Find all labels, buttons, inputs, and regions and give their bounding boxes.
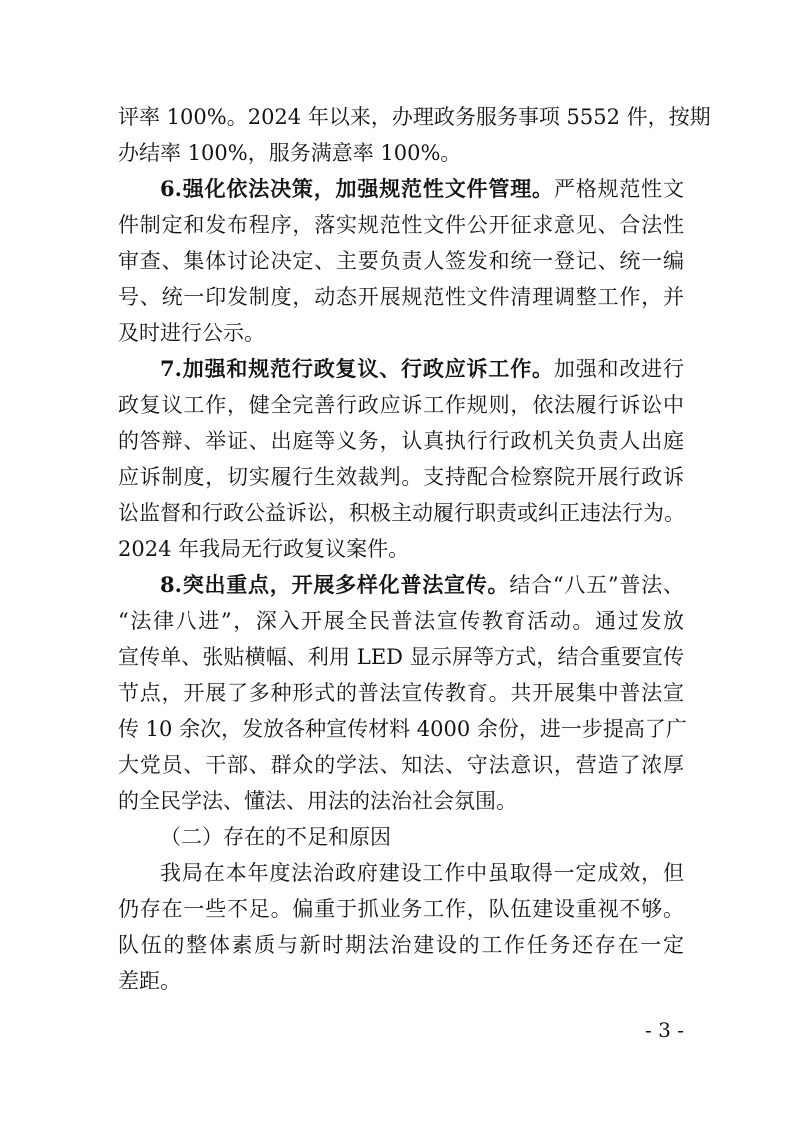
text-line: 及时进行公示。 <box>118 321 265 345</box>
text-line: 队伍的整体素质与新时期法治建设的工作任务还存在一定 <box>118 933 684 957</box>
text-line: 大党员、干部、群众的学法、知法、守法意识，营造了浓厚 <box>118 753 684 777</box>
page-number: - 3 - <box>645 1018 684 1042</box>
text-line: 我局在本年度法治政府建设工作中虽取得一定成效，但 <box>160 861 684 885</box>
item7-first-rest: 加强和改进行 <box>553 357 685 381</box>
text-line: “法律八进”，深入开展全民普法宣传教育活动。通过发放 <box>118 609 684 633</box>
text-line: 件制定和发布程序，落实规范性文件公开征求意见、合法性 <box>118 213 684 237</box>
text-line: 号、统一印发制度，动态开展规范性文件清理调整工作，并 <box>118 285 684 309</box>
text-line: 的全民学法、懂法、用法的法治社会氛围。 <box>118 789 517 813</box>
item8-heading: 8.突出重点，开展多样化普法宣传。 <box>160 572 510 597</box>
text-line: 应诉制度，切实履行生效裁判。支持配合检察院开展行政诉 <box>118 465 684 489</box>
text-line: 传 10 余次，发放各种宣传材料 4000 余份，进一步提高了广 <box>118 717 687 741</box>
section-title: （二）存在的不足和原因 <box>160 825 391 849</box>
item7-first-line <box>118 351 684 387</box>
text-line: 的答辩、举证、出庭等义务，认真执行行政机关负责人出庭 <box>118 429 684 453</box>
item6-first-line <box>118 171 684 207</box>
text-line: 宣传单、张贴横幅、利用 LED 显示屏等方式，结合重要宣传 <box>118 645 684 669</box>
text-line: 评率 100%。2024 年以来，办理政务服务事项 5552 件，按期 <box>118 105 711 129</box>
item8-first-line <box>118 567 684 603</box>
item7-heading: 7.加强和规范行政复议、行政应诉工作。 <box>160 356 554 381</box>
text-line: 政复议工作，健全完善行政应诉工作规则，依法履行诉讼中 <box>118 393 684 417</box>
item6-first-rest: 严格规范性文 <box>553 177 685 201</box>
text-line: 审查、集体讨论决定、主要负责人签发和统一登记、统一编 <box>118 249 684 273</box>
text-line: 节点，开展了多种形式的普法宣传教育。共开展集中普法宣 <box>118 681 684 705</box>
document-body <box>118 99 711 999</box>
text-line: 2024 年我局无行政复议案件。 <box>118 537 410 561</box>
text-line: 办结率 100%，服务满意率 100%。 <box>118 141 462 165</box>
text-line: 讼监督和行政公益诉讼，积极主动履行职责或纠正违法行为。 <box>118 501 685 525</box>
text-line: 差距。 <box>118 969 181 993</box>
item6-heading: 6.强化依法决策，加强规范性文件管理。 <box>160 176 554 201</box>
text-line: 仍存在一些不足。偏重于抓业务工作，队伍建设重视不够。 <box>118 897 684 921</box>
item8-first-rest: 结合“八五”普法、 <box>509 573 684 597</box>
